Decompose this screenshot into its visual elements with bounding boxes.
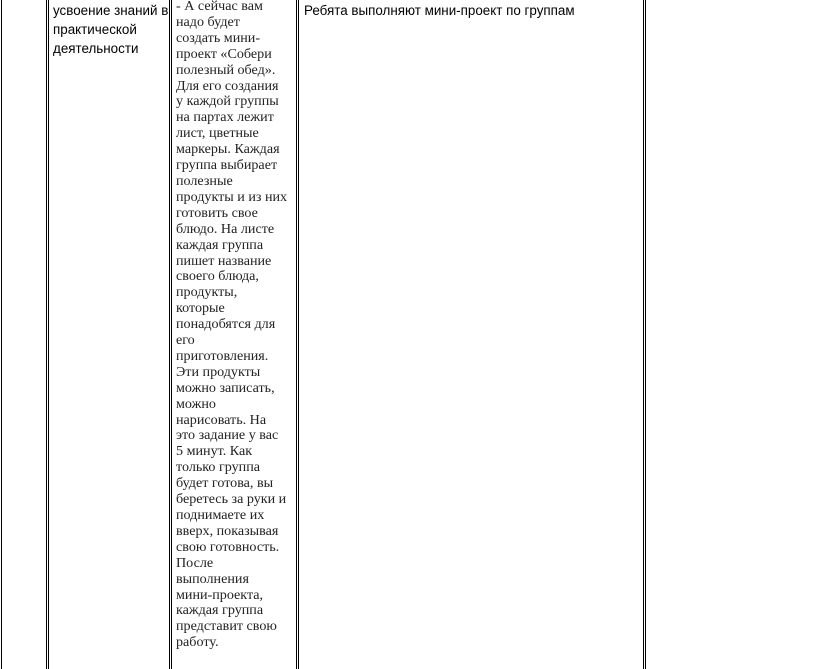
teacher-text-line: только группа	[176, 459, 261, 476]
stage-text-line: усвоение знаний в	[53, 3, 169, 18]
teacher-text-line: продукты,	[176, 284, 238, 301]
table-border-col2-right	[169, 0, 170, 669]
teacher-text-line: пишет название	[176, 252, 272, 269]
teacher-activity-cell	[176, 0, 294, 651]
table-border-left	[1, 0, 2, 669]
teacher-text-line: создать мини-	[176, 29, 261, 46]
teacher-text-line: проект «Собери	[176, 45, 272, 62]
teacher-text-line: которые	[176, 300, 225, 317]
teacher-text-line: свою готовность.	[176, 538, 280, 555]
teacher-text-line: выполнения	[176, 570, 249, 587]
teacher-text-line: представит свою	[176, 618, 277, 635]
teacher-text-line: готовить свое	[176, 204, 258, 221]
teacher-text-line: его	[176, 332, 195, 349]
teacher-text-line: группа выбирает	[176, 157, 278, 174]
teacher-text-line: полезный обед».	[176, 61, 276, 78]
teacher-text-line: своего блюда,	[176, 268, 259, 285]
table-border-col4-left	[298, 0, 299, 669]
teacher-text-line: нарисовать. На	[176, 411, 267, 428]
teacher-text-line: у каждой группы	[176, 93, 279, 110]
teacher-text-line: полезные	[176, 172, 233, 189]
teacher-text-line: каждая группа	[176, 236, 264, 253]
table-border-col2-left	[48, 0, 49, 669]
teacher-text-line: понадобятся для	[176, 316, 276, 333]
teacher-text-line: мини-проекта,	[176, 586, 264, 603]
teacher-text-line: на партах лежит	[176, 109, 274, 126]
teacher-text-line: 5 минут. Как	[176, 443, 253, 460]
teacher-text-line: можно записать,	[176, 379, 275, 396]
teacher-text-line: приготовления.	[176, 347, 269, 364]
table-border-col4-right	[643, 0, 644, 669]
teacher-text-line: каждая группа	[176, 602, 264, 619]
teacher-text-line: блюдо. На листе	[176, 220, 275, 237]
teacher-text-line: Для его создания	[176, 77, 279, 94]
teacher-text-line: лист, цветные	[176, 125, 259, 142]
teacher-text-line: продукты и из них	[176, 188, 288, 205]
teacher-text-line: можно	[176, 395, 216, 412]
teacher-text-line: это задание у вас	[176, 427, 279, 444]
stage-text-line: деятельности	[53, 41, 139, 56]
table-border-right	[645, 0, 646, 669]
teacher-text-line: поднимаете их	[176, 507, 265, 523]
teacher-text-line: После	[176, 554, 214, 571]
stage-cell	[53, 1, 167, 58]
teacher-text-line: вверх, показывая	[176, 522, 279, 539]
table-border-col3-right	[296, 0, 297, 669]
teacher-text-line: Эти продукты	[176, 363, 261, 380]
stage-text-line: практической	[53, 22, 137, 37]
teacher-text-line: надо будет	[176, 13, 240, 30]
table-border-col3-left	[171, 0, 172, 669]
teacher-text-line: будет готова, вы	[176, 475, 274, 492]
teacher-text-line: работу.	[176, 634, 219, 651]
student-activity-text: Ребята выполняют мини-проект по группам	[304, 3, 575, 18]
table-border-col1-right	[46, 0, 47, 669]
teacher-text-line: беретесь за руки и	[176, 491, 287, 508]
teacher-text-line: маркеры. Каждая	[176, 141, 280, 158]
student-activity-cell	[304, 1, 639, 20]
teacher-text-line: - А сейчас вам	[176, 0, 263, 14]
